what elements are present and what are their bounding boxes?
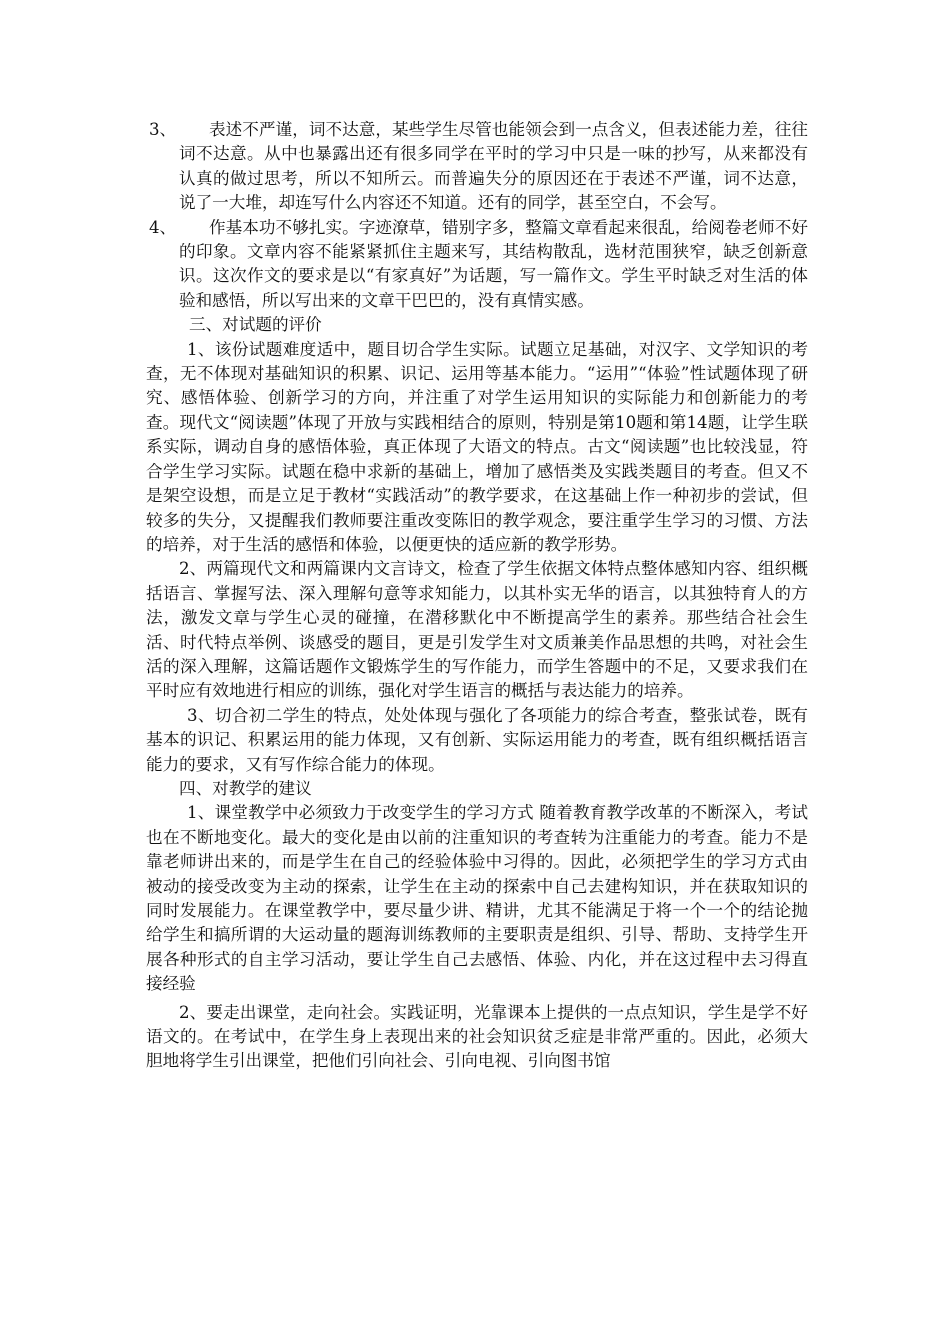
paragraph: 3、切合初二学生的特点，处处体现与强化了各项能力的综合考查，整张试卷，既有基本的识记、积累运用的能力体现，又有创新、实际运用能力的考查，既有组织概括语言能力的要求，又有写作综合能力的体现。 xyxy=(146,705,808,774)
list-number: 4、 xyxy=(149,217,177,237)
section-heading-evaluation: 三、对试题的评价 xyxy=(189,315,322,335)
paragraph: 1、课堂教学中必须致力于改变学生的学习方式 随着教育教学改革的不断深入，考试也在不断地变化。最大的变化是由以前的注重知识的考查转为注重能力的考查。能力不是靠老师讲出来的，而是学生在自己的经验体验中习得的。因此，必须把学生的学习方式由被动的接受改变为主动的探索，让学生在主动的探索中自己去建构知识，并在获取知识的同时发展能力。在课堂教学中，要尽量少讲、精讲，尤其不能满足于将一个一个的结论抛给学生和搞所谓的大运动量的题海训练教师的主要职责是组织、引导、帮助、支持学生开展各种形式的自主学习活动，要让学生自己去感悟、体验、内化，并在这过程中去习得直接经验 xyxy=(146,803,808,994)
list-text: 表述不严谨，词不达意，某些学生尽管也能领会到一点含义，但表述能力差，往往词不达意。从中也暴露出还有很多同学在平时的学习中只是一味的抄写，从来都没有认真的做过思考，所以不知所云。而普遍失分的原因还在于表述不严谨，词不达意，说了一大堆，却连写什么内容还不知道。还有的同学，甚至空白，不会写。 xyxy=(179,120,808,213)
list-text: 作基本功不够扎实。字迹潦草，错别字多，整篇文章看起来很乱，给阅卷老师不好的印象。文章内容不能紧紧抓住主题来写，其结构散乱，选材范围狭窄，缺乏创新意识。这次作文的要求是以“有家真好”为话题，写一篇作文。学生平时缺乏对生活的体验和感悟，所以写出来的文章干巴巴的，没有真情实感。 xyxy=(179,217,808,310)
paragraph: 2、要走出课堂，走向社会。实践证明，光靠课本上提供的一点点知识，学生是学不好语文的。在考试中，在学生身上表现出来的社会知识贫乏症是非常严重的。因此，必须大胆地将学生引出课堂，把他们引向社会、引向电视、引向图书馆 xyxy=(146,1002,808,1071)
list-item-3 xyxy=(146,118,808,216)
paragraph: 1、该份试题难度适中，题目切合学生实际。试题立足基础，对汉字、文学知识的考查，无不体现对基础知识的积累、识记、运用等基本能力。“运用”“体验”性试题体现了研究、感悟体验、创新学习的方向，并注重了对学生运用知识的实际能力和创新能力的考查。现代文“阅读题”体现了开放与实践相结合的原则，特别是第10题和第14题，让学生联系实际，调动自身的感悟体验，真正体现了大语文的特点。古文“阅读题”也比较浅显，符合学生学习实际。试题在稳中求新的基础上，增加了感悟类及实践类题目的考查。但又不是架空设想，而是立足于教材“实践活动”的教学要求，在这基础上作一种初步的尝试，但较多的失分，又提醒我们教师要注重改变陈旧的教学观念，要注重学生学习的习惯、方法的培养，对于生活的感悟和体验，以便更快的适应新的教学形势。 xyxy=(146,339,808,554)
list-item-4 xyxy=(146,216,808,314)
section-heading-suggestions: 四、对教学的建议 xyxy=(179,778,312,798)
document-body xyxy=(146,118,808,1074)
paragraph: 2、两篇现代文和两篇课内文言诗文，检查了学生依据文体特点整体感知内容、组织概括语言、掌握写法、深入理解句意等求知能力，以其朴实无华的语言，以其独特育人的方法，激发文章与学生心灵的碰撞，在潜移默化中不断提高学生的素养。那些结合社会生活、时代特点举例、谈感受的题目，更是引发学生对文质兼美作品思想的共鸣，对社会生活的深入理解，这篇话题作文锻炼学生的写作能力，而学生答题中的不足，又要求我们在平时应有效地进行相应的训练，强化对学生语言的概括与表达能力的培养。 xyxy=(146,559,808,701)
list-number: 3、 xyxy=(149,120,177,139)
